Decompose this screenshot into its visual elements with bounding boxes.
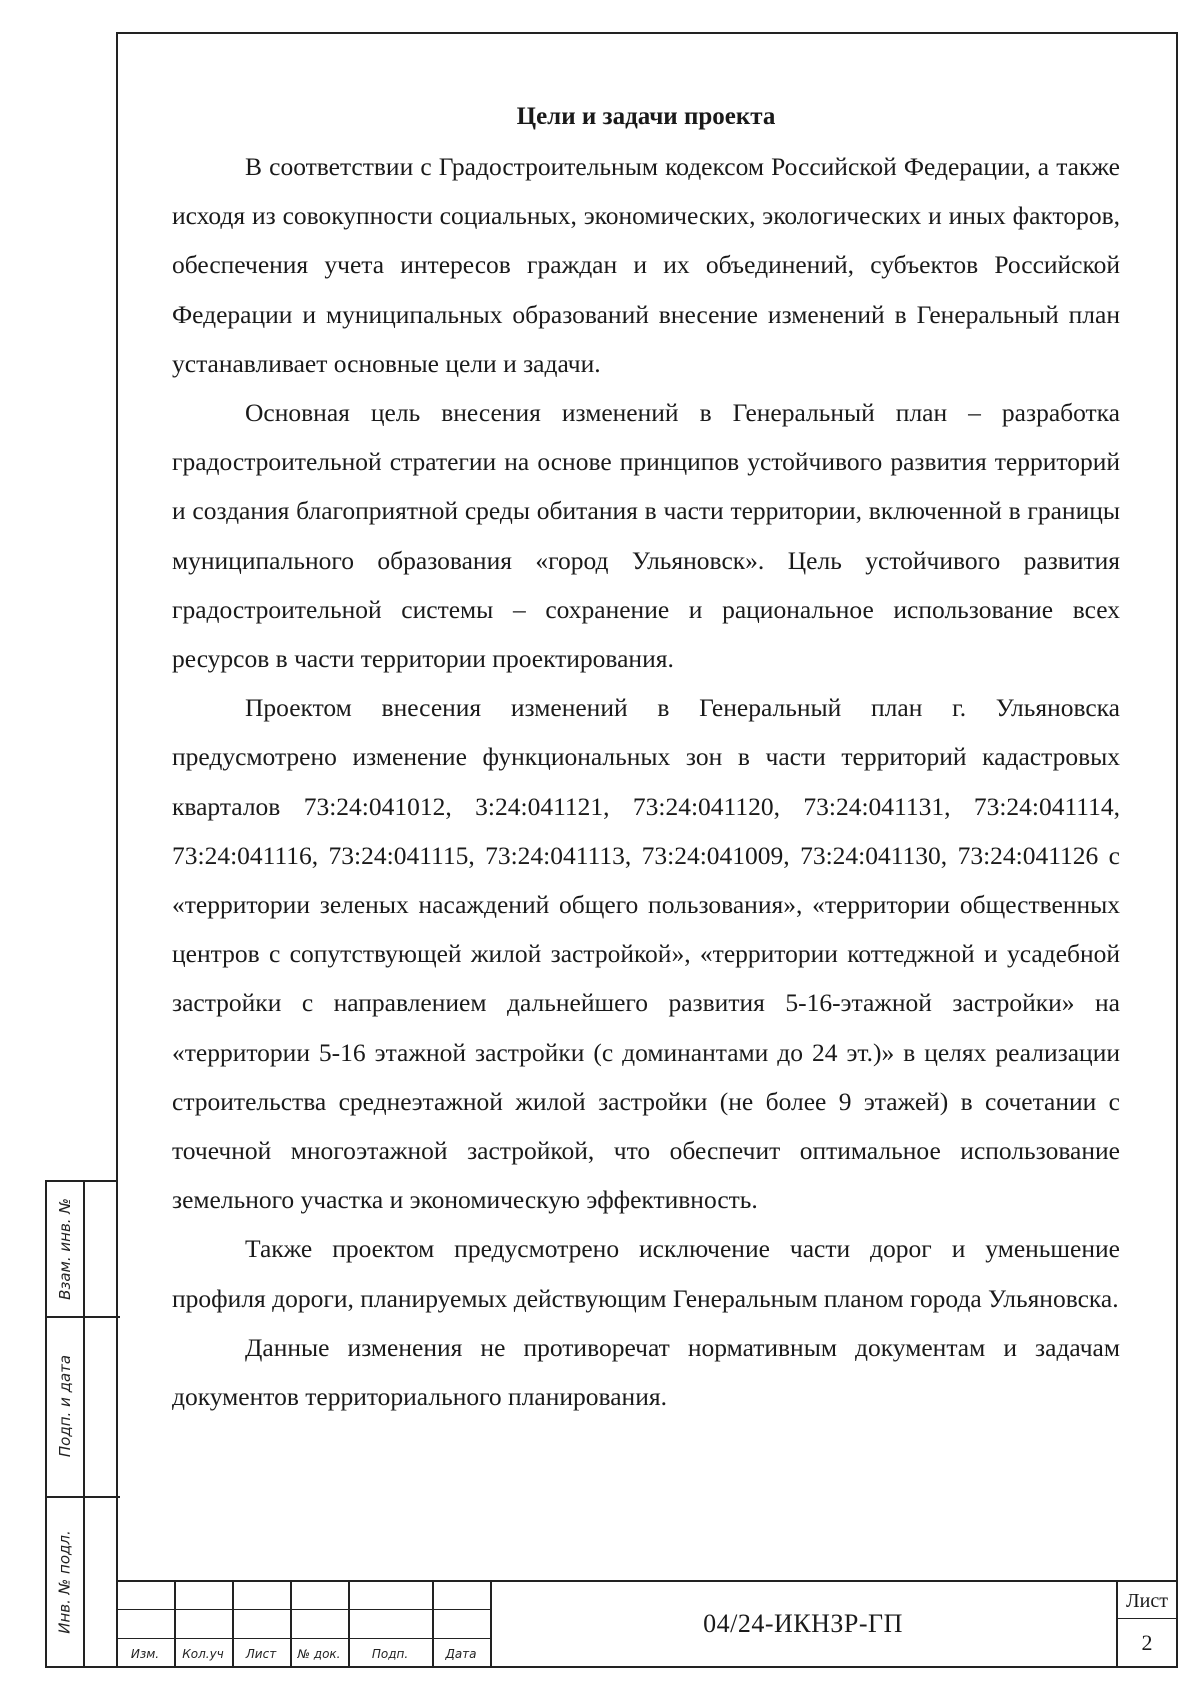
- side-stamp: [45, 1180, 118, 1668]
- sheet-label: Лист: [1126, 1589, 1168, 1612]
- column-izm: Изм.: [130, 1647, 160, 1661]
- sheet-number: 2: [1141, 1630, 1153, 1655]
- column-list: Лист: [245, 1647, 277, 1661]
- page-content: [172, 92, 1120, 1421]
- paragraph-5: Данные изменения не противоречат нормативным документам и задачам документов территориального планирования.: [172, 1332, 1120, 1412]
- column-kol-uch: Кол.уч: [182, 1647, 224, 1661]
- side-label-vzam-inv: Взам. инв. №: [56, 1198, 74, 1300]
- paragraph-2: Основная цель внесения изменений в Генеральный план – разработка градостроительной стратегии на основе принципов устойчивого развития территорий и создания благоприятной среды обитания в части территории, включенной в границы муниципального образования «город Ульяновск». Цель устойчивого развития градостроительной системы – сохранение и рациональное использование всех ресурсов в части территории проектирования.: [172, 398, 1120, 674]
- document-code: 04/24-ИКНЗР-ГП: [703, 1609, 903, 1638]
- column-n-dok: № док.: [297, 1647, 341, 1661]
- page-title: Цели и задачи проекта: [516, 103, 776, 130]
- paragraph-1: В соответствии с Градостроительным кодексом Российской Федерации, а также исходя из совокупности социальных, экономических, экологических и иных факторов, обеспечения учета интересов граждан и их объединений, субъектов Российской Федерации и муниципальных образований внесение изменений в Генеральный план устанавливает основные цели и задачи.: [172, 152, 1120, 378]
- column-podp: Подп.: [371, 1647, 409, 1661]
- title-block: [116, 1580, 1178, 1668]
- column-data: Дата: [445, 1647, 477, 1661]
- paragraph-4: Также проектом предусмотрено исключение части дорог и уменьшение профиля дороги, планируемых действующим Генеральным планом города Ульяновска.: [172, 1234, 1120, 1313]
- paragraph-3: Проектом внесения изменений в Генеральный план г. Ульяновска предусмотрено изменение функциональных зон в части территорий кадастровых кварталов 73:24:041012, 3:24:041121, 73:24:041120, 73:24:041131, 73:24:041114, 73:24:041116, 73:24:041115, 73:24:041113, 73:24:041009, 73:24:041130, 73:24:041126 с «территории зеленых насаждений общего пользования», «территории общественных центров с сопутствующей жилой застройкой», «территории коттеджной и усадебной застройки с направлением дальнейшего развития 5-16-этажной застройки» на «территории 5-16 этажной застройки (с доминантами до 24 эт.)» в целях реализации строительства среднеэтажной жилой застройки (не более 9 этажей) в сочетании с точечной многоэтажной застройкой, что обеспечит оптимальное использование земельного участка и экономическую эффективность.: [172, 693, 1120, 1215]
- side-label-podp-data: Подп. и дата: [56, 1354, 74, 1458]
- side-label-inv-podl: Инв. № подл.: [56, 1530, 75, 1634]
